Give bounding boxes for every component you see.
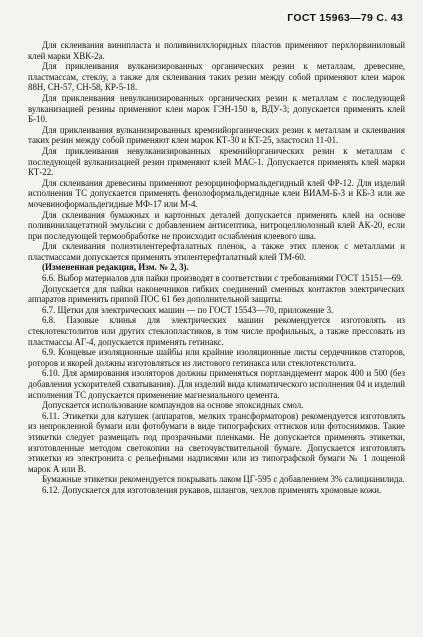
paragraph: Для приклеивания вулканизированных кремнийорганических резин к металлам и склеивания таких резин между собой применяют клеи марок КТ-30 и КТ-25, эластосил 11-01. — [28, 124, 405, 146]
paragraph: 6.7. Щетки для электрических машин — по ГОСТ 15543—70, приложение 3. — [42, 304, 334, 315]
paragraph: Для склеивания бумажных и картонных деталей допускается применять клей на основе поливинилацетатной эмульсии с добавлением антисептика, нитроцеллюлозный клей АК-20, если при последующей термообработке не происходит ослабления клеевого шва. — [28, 209, 405, 241]
paragraph: 6.11. Этикетки для катушек (аппаратов, мелких трансформаторов) рекомендуется изготовлять из непрокленной бумаги или фотобумаги в виде типографских оттисков или фотоснимков. Такие этикетки следует размещать под прозрачными пленками. Не допускается применять этикетки, изготовленные методом светокопии на светочувствительной бумаге. Допускается изготовлять этикетки из электронита с рельефными надписями или из типографской бумаги № 1 лощеной марок А или В. — [28, 410, 405, 474]
paragraph: 6.6. Выбор материалов для пайки производят в соответствии с требованиями ГОСТ 15151—69. — [42, 273, 404, 284]
paragraph: 6.9. Концевые изоляционные шайбы или крайние изоляционные листы сердечников статоров, роторов и якорей должны изготовляться из листового гетинакса или стеклотекстолита. — [28, 347, 405, 368]
paragraph: Для склеивания древесины применяют резорциноформальдегидный клей ФР-12. Для изделий исполнения ТС допускается применять фенолоформальдегидные клеи ВИАМ-Б-3 и КБ-3 или же мочевиноформальдегидные МФ-17 или М-4. — [28, 177, 405, 209]
paragraph: Для приклеивания невулканизированных органических резин к металлам с последующей вулканизацией резины применяют клеи марок ГЭН-150 в, ВДУ-3; допускается применять клей Б-10. — [28, 92, 405, 125]
paragraph: Для приклеивания вулканизированных органических резин к металлам, древесине, пластмассам, стеклу, а также для склеивания таких резин между собой применяют клеи марок 88Н, СН-57, СН-58, КР-5-18. — [28, 61, 405, 93]
paragraph: Для приклеивания невулканизированных кремнийорганических резин к металлам с последующей вулканизацией резин применяют клей МАС-1. Допускается применять клей марки КТ-22. — [28, 145, 405, 178]
paragraph: Бумажные этикетки рекомендуется покрывать лаком ЦГ-595 с добавлением 3% салицианилида. — [42, 474, 405, 485]
document-body — [28, 40, 405, 496]
paragraph: 6.10. Для армирования изоляторов должны применяться портландцемент марок 400 и 500 (без добавления ускорителей схватывания). Для изделий вида климатического исполнения 04 и изделий исполнения ТС допускается применение магнезиального цемента. — [28, 368, 405, 400]
paragraph: Для склеивания полиэтилентерефталатных пленок, а также этих пленок с металлами и пластмассами допускается применять этилентерефталатный клей ТМ-60. — [28, 241, 405, 262]
paragraph: Допускается для пайки наконечников гибких соединений сменных контактов электрических аппаратов применять припой ПОС 61 без дополнительной защиты. — [28, 283, 405, 305]
paragraph: Для склеивания винипласта и поливинилхлоридных пластов применяют перхлорвиниловый клей марки ХВК-2а. — [28, 40, 405, 61]
paragraph: 6.8. Пазовые клинья для электрических машин рекомендуется изготовлять из стеклотекстолитов или других стеклопластиков, в том числе профильных, а также прессовать из пластмассы АГ-4, допускается применять гетинакс. — [28, 315, 405, 347]
amendment-note: (Измененная редакция, Изм. № 2, 3). — [42, 262, 189, 273]
paragraph: 6.12. Допускается для изготовления рукавов, шлангов, чехлов применять хромовые кожи. — [42, 484, 382, 495]
page-header: ГОСТ 15963—79 С. 43 — [287, 12, 403, 24]
paragraph: Допускается использование компаундов на основе эпоксидных смол. — [42, 400, 304, 411]
